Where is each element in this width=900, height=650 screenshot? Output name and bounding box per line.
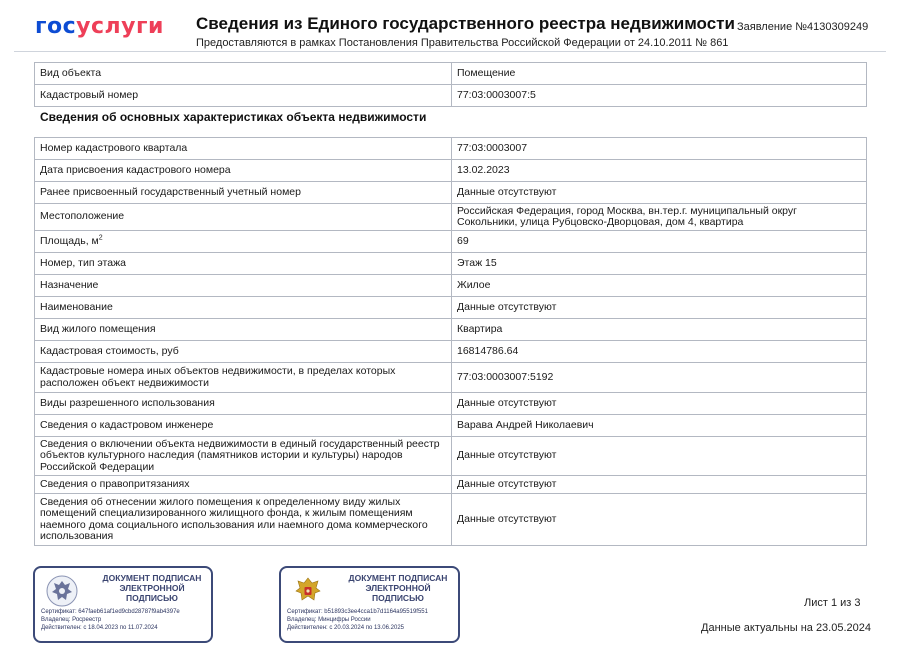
- stamp-title-line: ДОКУМЕНТ ПОДПИСАН: [348, 573, 448, 583]
- eagle-emblem-icon: [45, 574, 79, 608]
- row-value: Данные отсутствуют: [452, 182, 867, 204]
- stamp-title-line: ЭЛЕКТРОННОЙ: [365, 583, 431, 593]
- table-row: [35, 494, 867, 546]
- label-line: Российской Федерации: [40, 460, 155, 473]
- stamp-owner: Владелец: Минцифры России: [287, 617, 371, 623]
- e-signature-stamp: [279, 566, 460, 643]
- application-number: Заявление №4130309249: [737, 21, 869, 33]
- stamp-info: [41, 608, 180, 632]
- location-line: Российская Федерация, город Москва, вн.тер.г. муниципальный округ: [457, 204, 797, 217]
- label-line: Сведения о включении объекта недвижимости в единый государственный реестр: [40, 437, 440, 450]
- row-label: Номер кадастрового квартала: [35, 138, 452, 160]
- row-value: 69: [452, 231, 867, 253]
- stamp-title: [333, 573, 463, 603]
- document-subtitle: Предоставляются в рамках Постановления Правительства Российской Федерации от 24.10.2011 № 861: [196, 37, 729, 49]
- table-row: [35, 138, 867, 160]
- e-signature-stamp: [33, 566, 213, 643]
- row-label: Виды разрешенного использования: [35, 393, 452, 415]
- row-label: [35, 231, 452, 253]
- stamp-certificate: Сертификат: b51893c3ee4cca1b7d1164a95519f551: [287, 609, 428, 615]
- table-row: [35, 204, 867, 231]
- row-label: Местоположение: [35, 204, 452, 231]
- area-label: Площадь, м: [40, 234, 99, 247]
- stamp-certificate: Сертификат: 647faeb61af1ed9cbd28787f9ab4397e: [41, 609, 180, 615]
- row-value: Варава Андрей Николаевич: [452, 415, 867, 437]
- row-label: Дата присвоения кадастрового номера: [35, 160, 452, 182]
- stamp-owner: Владелец: Росреестр: [41, 617, 102, 623]
- characteristics-table: [34, 137, 867, 546]
- row-label: Сведения о правопритязаниях: [35, 476, 452, 494]
- row-value: Данные отсутствуют: [452, 297, 867, 319]
- stamp-title: [87, 573, 217, 603]
- label-line: Кадастровые номера иных объектов недвижимости, в пределах которых: [40, 365, 396, 377]
- data-actual-date: Данные актуальны на 23.05.2024: [701, 622, 871, 634]
- stamp-valid: Действителен: с 18.04.2023 по 11.07.2024: [41, 625, 158, 631]
- label-line: использования: [40, 530, 114, 542]
- label-line: расположен объект недвижимости: [40, 376, 209, 389]
- row-value: 77:03:0003007:5: [452, 85, 867, 107]
- row-value: Данные отсутствуют: [452, 437, 867, 476]
- row-value: Данные отсутствуют: [452, 476, 867, 494]
- table-row: [35, 319, 867, 341]
- table-row: [35, 160, 867, 182]
- table-row: [35, 437, 867, 476]
- row-label: Ранее присвоенный государственный учетный номер: [35, 182, 452, 204]
- row-label: Номер, тип этажа: [35, 253, 452, 275]
- table-row: [35, 85, 867, 107]
- gosuslugi-logo[interactable]: [35, 14, 164, 39]
- row-value: 77:03:0003007:5192: [452, 363, 867, 393]
- table-row: [35, 341, 867, 363]
- row-label: Вид объекта: [35, 63, 452, 85]
- table-row: [35, 182, 867, 204]
- row-value: 13.02.2023: [452, 160, 867, 182]
- stamp-valid: Действителен: с 20.03.2024 по 13.06.2025: [287, 625, 404, 631]
- table-row: [35, 253, 867, 275]
- row-value: [452, 204, 867, 231]
- table-row: [35, 415, 867, 437]
- row-value: Этаж 15: [452, 253, 867, 275]
- table-row: [35, 393, 867, 415]
- row-value: Квартира: [452, 319, 867, 341]
- row-value: Данные отсутствуют: [452, 494, 867, 546]
- label-line: объектов культурного наследия (памятников истории и культуры) народов: [40, 449, 403, 462]
- table-row: [35, 231, 867, 253]
- row-label: Наименование: [35, 297, 452, 319]
- row-value: Помещение: [452, 63, 867, 85]
- row-value: 16814786.64: [452, 341, 867, 363]
- row-label: Кадастровый номер: [35, 85, 452, 107]
- row-label: Кадастровая стоимость, руб: [35, 341, 452, 363]
- page-number: Лист 1 из 3: [804, 597, 861, 609]
- row-value: 77:03:0003007: [452, 138, 867, 160]
- stamp-title-line: ДОКУМЕНТ ПОДПИСАН: [102, 573, 202, 583]
- row-value: Жилое: [452, 275, 867, 297]
- stamp-title-line: ПОДПИСЬЮ: [126, 593, 178, 603]
- location-line: Сокольники, улица Рубцовско-Дворцовая, дом 4, квартира: [457, 216, 744, 228]
- row-label: [35, 363, 452, 393]
- stamp-info: [287, 608, 428, 632]
- table-row: [35, 476, 867, 494]
- row-label: Сведения о кадастровом инженере: [35, 415, 452, 437]
- stamp-title-line: ПОДПИСЬЮ: [372, 593, 424, 603]
- table-row: [35, 63, 867, 85]
- coat-of-arms-icon: [291, 574, 325, 608]
- table-row: [35, 297, 867, 319]
- row-label: [35, 494, 452, 546]
- row-label: Вид жилого помещения: [35, 319, 452, 341]
- table-row: [35, 275, 867, 297]
- logo-part-uslugi: услуги: [76, 14, 164, 39]
- label-line: наемного дома социального использования или наемного дома коммерческого: [40, 518, 428, 531]
- label-line: помещений специализированного жилищного фонда, к жилым помещениям: [40, 507, 413, 519]
- row-label: [35, 437, 452, 476]
- logo-part-gos: гос: [35, 14, 77, 39]
- area-unit-superscript: 2: [98, 234, 103, 242]
- section-title: Сведения об основных характеристиках объекта недвижимости: [40, 110, 427, 124]
- label-line: Сведения об отнесении жилого помещения к определенному виду жилых: [40, 495, 401, 508]
- row-value: Данные отсутствуют: [452, 393, 867, 415]
- table-row: [35, 363, 867, 393]
- stamp-title-line: ЭЛЕКТРОННОЙ: [119, 583, 185, 593]
- object-table: [34, 62, 867, 107]
- row-label: Назначение: [35, 275, 452, 297]
- header-divider: [14, 51, 886, 52]
- document-title: Сведения из Единого государственного реестра недвижимости: [196, 14, 735, 33]
